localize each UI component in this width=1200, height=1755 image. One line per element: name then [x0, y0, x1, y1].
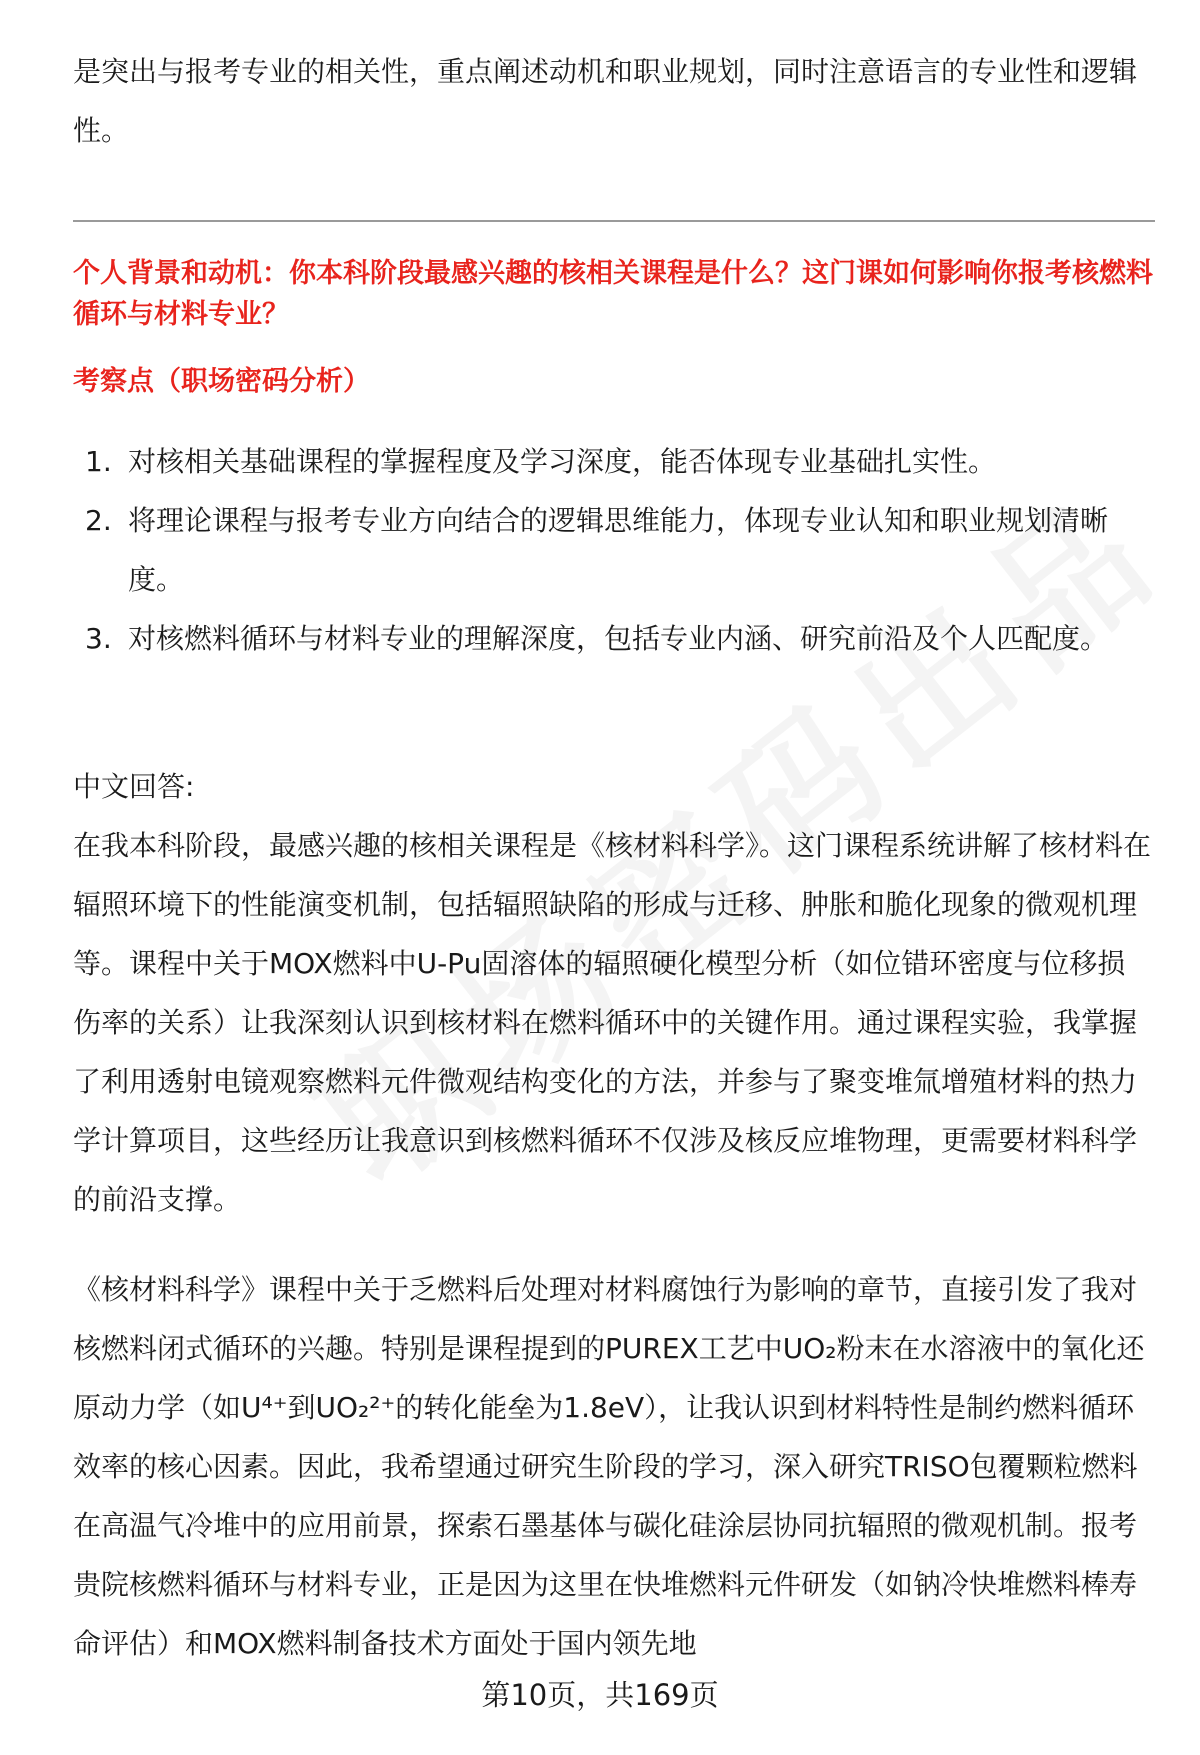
page-number: 第10页，共169页 — [481, 1678, 719, 1712]
answer-label: 中文回答: — [73, 770, 195, 803]
list-number: 3. — [85, 622, 112, 655]
list-number: 2. — [85, 504, 112, 537]
list-item-text: 对核燃料循环与材料专业的理解深度，包括专业内涵、研究前沿及个人匹配度。 — [128, 622, 1109, 655]
question-heading: 个人背景和动机：你本科阶段最感兴趣的核相关课程是什么？这门课如何影响你报考核燃料循环与材料专业？ — [73, 258, 1153, 330]
list-item-text: 将理论课程与报考专业方向结合的逻辑思维能力，体现专业认知和职业规划清晰度。 — [128, 504, 1109, 596]
list-item — [73, 491, 1163, 609]
list-item-text: 对核相关基础课程的掌握程度及学习深度，能否体现专业基础扎实性。 — [128, 445, 997, 478]
list-item — [73, 609, 1163, 668]
list-item — [73, 432, 1163, 491]
answer-paragraph-2: 《核材料科学》课程中关于乏燃料后处理对材料腐蚀行为影响的章节，直接引发了我对核燃料闭式循环的兴趣。特别是课程提到的PUREX工艺中UO₂粉末在水溶液中的氧化还原动力学（如U⁴⁺到UO₂²⁺的转化能垒为1.8eV），让我认识到材料特性是制约燃料循环效率的核心因素。因此，我希望通过研究生阶段的学习，深入研究TRISO包覆颗粒燃料在高温气冷堆中的应用前景，探索石墨基体与碳化硅涂层协同抗辐照的微观机制。报考贵院核燃料循环与材料专业，正是因为这里在快堆燃料元件研发（如钠冷快堆燃料棒寿命评估）和MOX燃料制备技术方面处于国内领先地 — [73, 1273, 1145, 1660]
intro-paragraph: 是突出与报考专业的相关性，重点阐述动机和职业规划，同时注意语言的专业性和逻辑性。 — [73, 55, 1138, 147]
list-number: 1. — [85, 445, 112, 478]
answer-paragraph-1: 在我本科阶段，最感兴趣的核相关课程是《核材料科学》。这门课程系统讲解了核材料在辐照环境下的性能演变机制，包括辐照缺陷的形成与迁移、肿胀和脆化现象的微观机理等。课程中关于MOX燃料中U-Pu固溶体的辐照硬化模型分析（如位错环密度与位移损伤率的关系）让我深刻认识到核材料在燃料循环中的关键作用。通过课程实验，我掌握了利用透射电镜观察燃料元件微观结构变化的方法，并参与了聚变堆氚增殖材料的热力学计算项目，这些经历让我意识到核燃料循环不仅涉及核反应堆物理，更需要材料科学的前沿支撑。 — [73, 829, 1152, 1216]
points-list — [73, 432, 1163, 668]
points-heading: 考察点（职场密码分析） — [73, 366, 370, 397]
section-divider — [73, 220, 1155, 222]
